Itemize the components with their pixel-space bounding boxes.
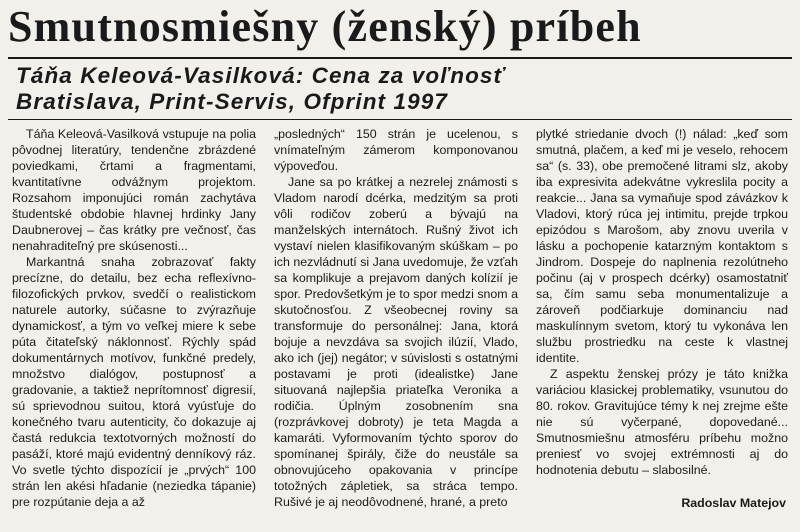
- text-column-2: [274, 126, 518, 518]
- paragraph: Jane sa po krátkej a nezrelej známosti s Vladom narodí dcérka, medzitým sa proti vôli rodičov zoberú a bývajú na manželských internátoch. Rušný život ich vystaví nielen klasifikovaným skúškam – po ich nezvládnutí si Jana uvedomuje, že vzťah sa komplikuje a prejavom daných kolízií je spor. Predovšetkým je to spor medzi snom a skutočnosťou. Z všeobecnej roviny sa transformuje do personálnej: Jana, ktorá bojuje a nevzdáva sa svojich ilúzií, Vlado, ako ich (jej) negátor; v súvislosti s ostatnými postavami je proti (idealistke) Jane situovaná najlepšia priateľka Veronika a rodičia. Úplným zosobnením sna (rozprávkovej dobroty) je teta Magda a kamaráti. Vyformovaním týchto sporov do spomínanej špirály, čiže do neustále sa obnovujúceho opakovania v princípe totožných zápletiek, sa stráca tempo. Rušivé je aj neodôvodnené, hrané, a preto: [274, 175, 518, 509]
- paragraph: „posledných“ 150 strán je ucelenou, s vnímateľným zámerom komponovanou výpoveďou.: [274, 127, 518, 173]
- text-column-1: [12, 126, 256, 518]
- text-column-3: [536, 126, 788, 518]
- subhead-publisher: Bratislava, Print-Servis, Ofprint 1997: [16, 89, 448, 114]
- subhead-author-title: Táňa Keleová-Vasilková: Cena za voľnosť: [16, 63, 506, 88]
- paragraph: Z aspektu ženskej prózy je táto knižka variáciou klasickej problematiky, vsunutou do 80. rokov. Gravitujúce témy k nej zrejme ešte nie sú vyčerpané, dopovedané... Smutnosmiešnu atmosféru príbehu možno preniesť vo svojej extrémnosti aj do hodnotenia debutu – slabosilné.: [536, 367, 788, 477]
- article-headline: Smutnosmiešny (ženský) príbeh: [8, 2, 642, 51]
- top-divider: [8, 57, 792, 59]
- paragraph: Táňa Keleová-Vasilková vstupuje na polia pôvodnej literatúry, tendenčne zbrázdené poviedkami, črtami a fragmentami, kvantitatívne odvážnym projektom. Rozsahom imponujúci román zachytáva študentské obdobie hlavnej hrdinky Jany Daubnerovej – čas krátky pre večnosť, čas nenahraditeľný pre skúsenosti...: [12, 127, 256, 253]
- paragraph: Markantná snaha zobrazovať fakty precízne, do detailu, bez echa reflexívno-filozofických prvkov, svedčí o realistickom naturele autorky, súčasne to zvýrazňuje dynamickosť, a tým vo veľkej miere k sebe púta čitateľský náklonnosť. Rýchly spád dokumentárnych motívov, funkčné predely, množstvo dialógov, postupnosť a gradovanie, a taktiež neprítomnosť digresií, sú sprievodnou suitou, ktorá vyúsťuje do konečného tvaru autenticity, čo dokazuje aj častá redukcia textotvorných možností do pasáží, ktoré majú evidentný denníkový ráz. Vo svetle týchto dispozícií je „prvých“ 100 strán len akési hľadanie (neziedka tápanie) pre rozpútanie deja a až: [12, 255, 256, 509]
- author-byline: Radoslav Matejov: [681, 496, 786, 510]
- article-subhead: [16, 63, 786, 115]
- paragraph: plytké striedanie dvoch (!) nálad: „keď som smutná, plačem, a keď mi je veselo, rehocem sa“ (s. 33), obe premočené litrami slz, akoby iba expresivita adekvátne vykreslila pocity a reakcie... Jana sa vymaňuje spod závázkov k Vladovi, ktorý rúca jej intimitu, prejde trpkou epizódou s Marošom, aby znovu uverila v lásku a pochopenie katarzným kontaktom s Jindrom. Dospeje do naplnenia rezolútneho počinu (aj v prospech dcérky) osamostatniť sa, čím samu seba monumentalizuje a zároveň podčiarkuje dominanciu nad maskulínnym svetom, ktorý tu vykonáva len službu prostriedku na ceste k vlastnej identite.: [536, 127, 788, 365]
- bottom-divider: [8, 119, 792, 120]
